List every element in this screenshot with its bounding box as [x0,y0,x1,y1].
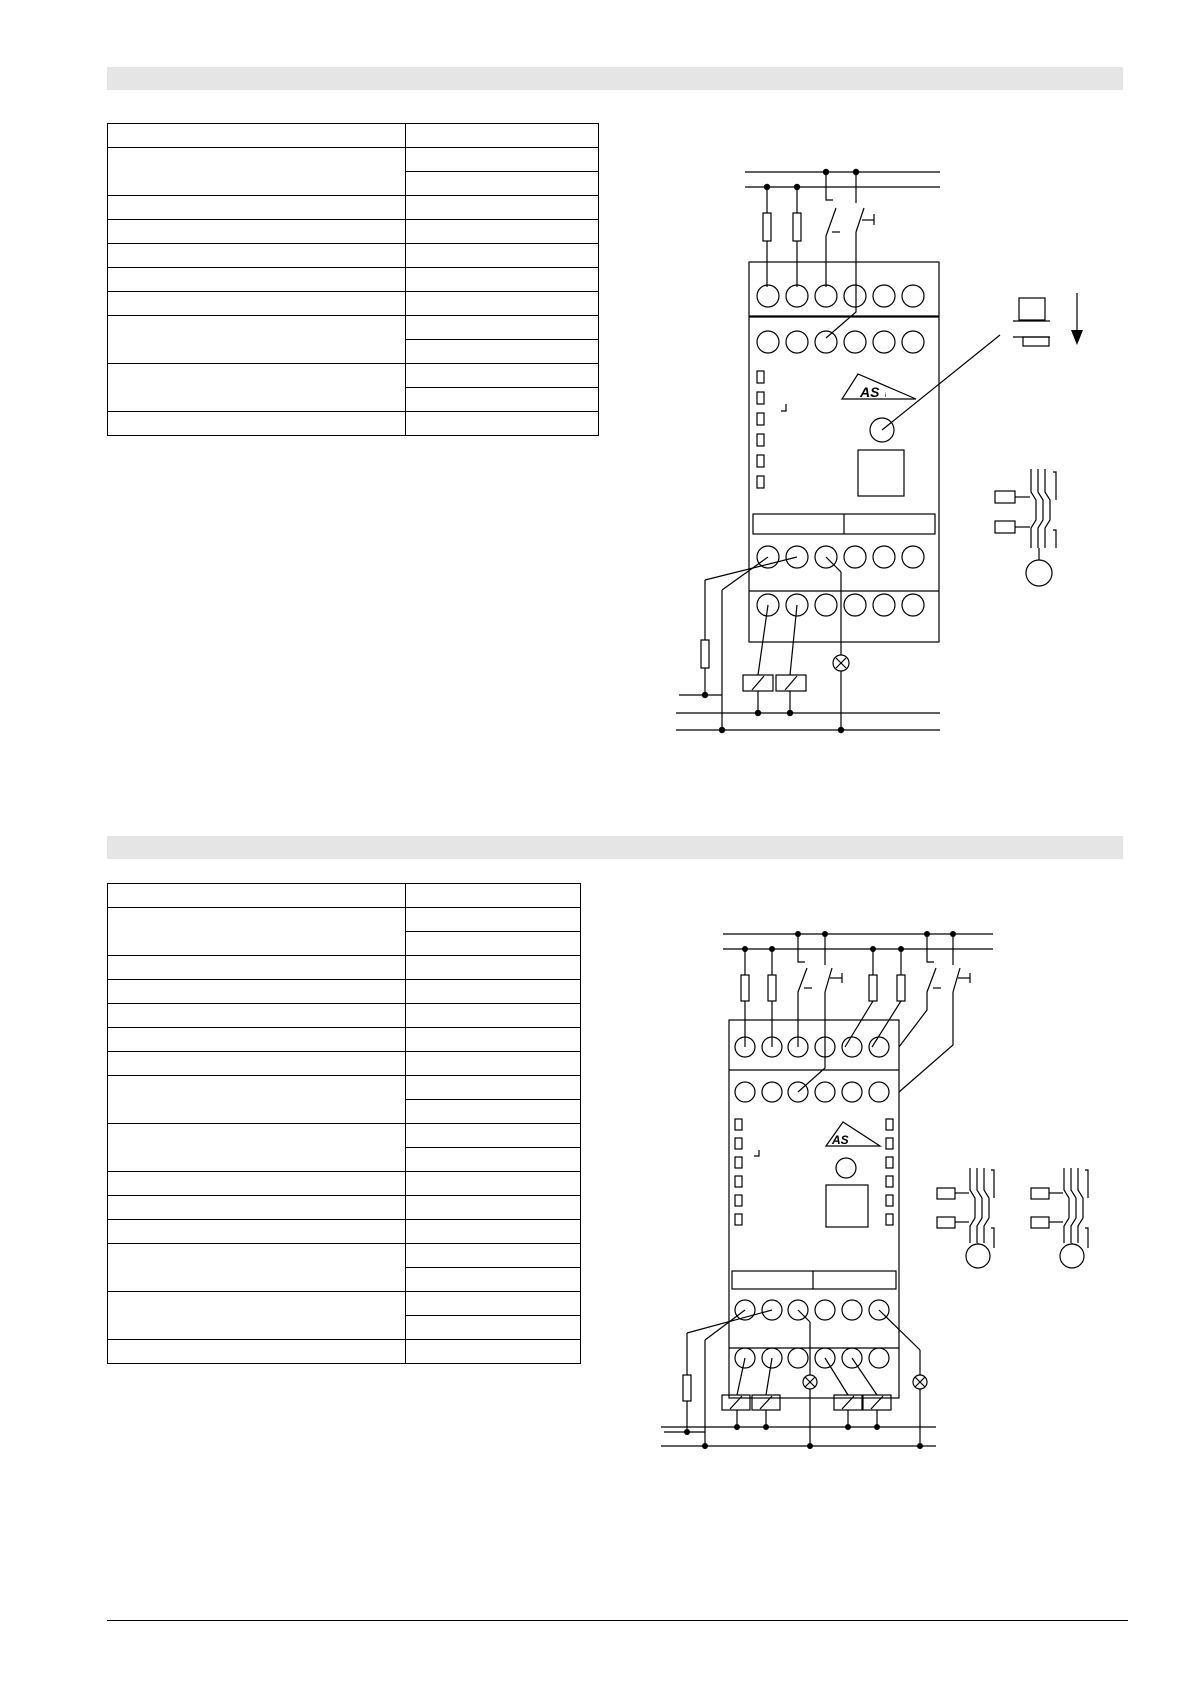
section-2-header-band [107,836,1123,859]
asi-logo-icon [842,374,916,400]
section-2-wiring-diagram [0,880,1190,1460]
display-window [858,450,904,496]
fuse-icon [768,975,776,1001]
display-window [826,1185,868,1227]
fuse-icon [741,975,749,1001]
label-strip [732,1271,896,1289]
motor-icon [966,1244,990,1268]
module-body [729,1020,899,1398]
top-terminal-row [757,285,924,353]
motor-starter-icon [1031,1168,1088,1268]
status-led-column [757,371,764,488]
bottom-terminal-row [735,1300,889,1368]
footer-rule [107,1620,1128,1621]
fuse-icon [763,213,771,241]
fuse-icon [793,213,801,241]
asi-logo-icon [826,1122,880,1147]
fuse-icon [869,975,877,1001]
motor-starter-icon [937,1168,994,1268]
module-body [749,262,939,642]
svg-text:i: i [885,393,887,399]
section-1-wiring-diagram [0,0,1190,800]
svg-text:AS: AS [832,1133,849,1147]
svg-text:AS: AS [860,384,880,400]
fuse-icon [683,1375,691,1401]
status-led-column [735,1119,893,1225]
fuse-icon [701,640,709,668]
motor-icon [1060,1244,1084,1268]
addressing-socket [836,1158,856,1178]
fuse-icon [897,975,905,1001]
motor-icon [1026,560,1052,586]
motor-starter-icon [995,469,1056,586]
pushbutton-icon [1019,298,1045,320]
